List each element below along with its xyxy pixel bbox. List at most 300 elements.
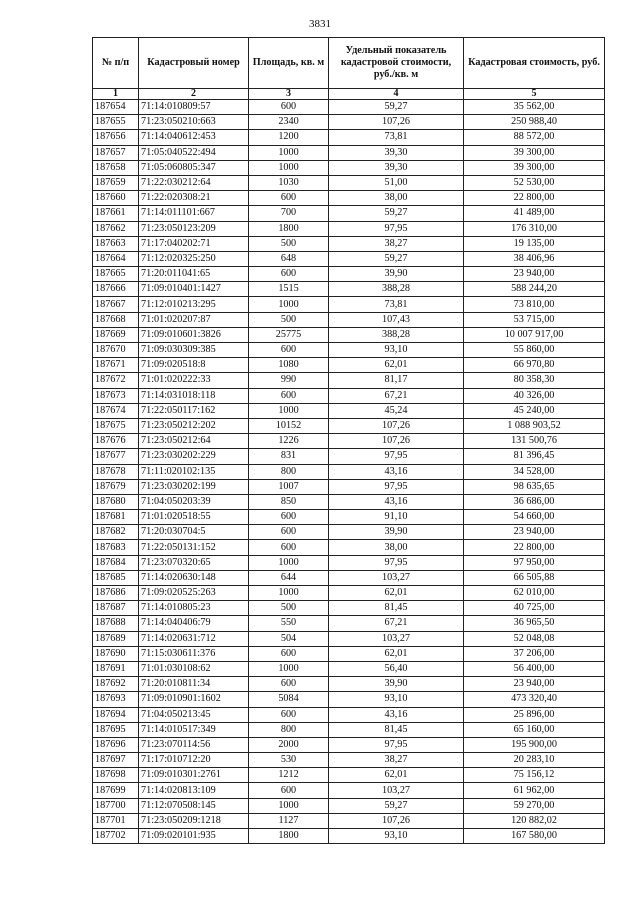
table-row	[93, 737, 605, 752]
area: 5084	[249, 692, 329, 707]
cadastral-number: 71:05:040522:494	[139, 145, 249, 160]
header-cadastral-number: Кадастровый номер	[139, 38, 249, 89]
unit-rate: 38,00	[329, 540, 464, 555]
unit-rate: 51,00	[329, 175, 464, 190]
unit-rate: 59,27	[329, 798, 464, 813]
row-number: 187666	[93, 282, 139, 297]
row-number: 187697	[93, 753, 139, 768]
table-row	[93, 783, 605, 798]
unit-rate: 91,10	[329, 510, 464, 525]
table-row	[93, 540, 605, 555]
unit-rate: 39,90	[329, 677, 464, 692]
cadastral-cost: 88 572,00	[464, 130, 605, 145]
cadastral-number: 71:20:010811:34	[139, 677, 249, 692]
table-row	[93, 403, 605, 418]
table-row	[93, 570, 605, 585]
cadastral-number: 71:01:020222:33	[139, 373, 249, 388]
cadastral-number: 71:17:010712:20	[139, 753, 249, 768]
row-number: 187658	[93, 160, 139, 175]
area: 530	[249, 753, 329, 768]
row-number: 187686	[93, 586, 139, 601]
cadastral-cost: 35 562,00	[464, 100, 605, 115]
row-number: 187661	[93, 206, 139, 221]
cadastral-cost: 56 400,00	[464, 661, 605, 676]
cadastral-number: 71:09:010901:1602	[139, 692, 249, 707]
row-number: 187695	[93, 722, 139, 737]
cadastral-number: 71:01:030108:62	[139, 661, 249, 676]
row-number: 187667	[93, 297, 139, 312]
unit-rate: 73,81	[329, 297, 464, 312]
table-row	[93, 282, 605, 297]
cadastral-cost: 75 156,12	[464, 768, 605, 783]
cadastral-number: 71:09:010401:1427	[139, 282, 249, 297]
row-number: 187692	[93, 677, 139, 692]
row-number: 187678	[93, 464, 139, 479]
cadastral-cost: 22 800,00	[464, 191, 605, 206]
table-row	[93, 768, 605, 783]
table-row	[93, 494, 605, 509]
unit-rate: 97,95	[329, 221, 464, 236]
cadastral-cost: 23 940,00	[464, 677, 605, 692]
cadastral-cost: 176 310,00	[464, 221, 605, 236]
cadastral-number: 71:14:040406:79	[139, 616, 249, 631]
cadastral-cost: 66 970,80	[464, 358, 605, 373]
unit-rate: 62,01	[329, 646, 464, 661]
cadastral-number: 71:22:050117:162	[139, 403, 249, 418]
cadastral-number: 71:23:070320:65	[139, 555, 249, 570]
cadastral-cost: 23 940,00	[464, 267, 605, 282]
table-row	[93, 251, 605, 266]
header-area: Площадь, кв. м	[249, 38, 329, 89]
cadastral-cost: 98 635,65	[464, 479, 605, 494]
area: 1000	[249, 798, 329, 813]
unit-rate: 107,26	[329, 813, 464, 828]
area: 700	[249, 206, 329, 221]
cadastral-number: 71:20:011041:65	[139, 267, 249, 282]
area: 1200	[249, 130, 329, 145]
cadastral-number: 71:05:060805:347	[139, 160, 249, 175]
unit-rate: 93,10	[329, 829, 464, 844]
cadastral-cost: 80 358,30	[464, 373, 605, 388]
cadastral-number: 71:14:031018:118	[139, 388, 249, 403]
cadastral-cost: 34 528,00	[464, 464, 605, 479]
cadastral-number: 71:14:020631:712	[139, 631, 249, 646]
cadastral-number: 71:17:040202:71	[139, 236, 249, 251]
cadastral-cost: 250 988,40	[464, 115, 605, 130]
cadastral-number: 71:23:030202:229	[139, 449, 249, 464]
area: 648	[249, 251, 329, 266]
table-row	[93, 479, 605, 494]
cadastral-cost: 36 965,50	[464, 616, 605, 631]
column-number: 2	[139, 89, 249, 100]
unit-rate: 59,27	[329, 206, 464, 221]
header-number: № п/п	[93, 38, 139, 89]
cadastral-number: 71:12:010213:295	[139, 297, 249, 312]
row-number: 187674	[93, 403, 139, 418]
table-row	[93, 312, 605, 327]
row-number: 187673	[93, 388, 139, 403]
cadastral-cost: 40 326,00	[464, 388, 605, 403]
unit-rate: 59,27	[329, 100, 464, 115]
row-number: 187701	[93, 813, 139, 828]
area: 504	[249, 631, 329, 646]
table-row	[93, 191, 605, 206]
unit-rate: 97,95	[329, 737, 464, 752]
column-number: 3	[249, 89, 329, 100]
cadastral-number: 71:14:020813:109	[139, 783, 249, 798]
area: 1127	[249, 813, 329, 828]
cadastral-cost: 10 007 917,00	[464, 327, 605, 342]
unit-rate: 107,26	[329, 418, 464, 433]
cadastral-cost: 167 580,00	[464, 829, 605, 844]
area: 2340	[249, 115, 329, 130]
area: 1000	[249, 145, 329, 160]
cadastral-number: 71:23:050212:202	[139, 418, 249, 433]
area: 1007	[249, 479, 329, 494]
table-row	[93, 586, 605, 601]
cadastral-number: 71:23:070114:56	[139, 737, 249, 752]
header-unit-rate: Удельный показатель кадастровой стоимости, руб./кв. м	[329, 38, 464, 89]
cadastral-cost: 61 962,00	[464, 783, 605, 798]
row-number: 187681	[93, 510, 139, 525]
unit-rate: 38,00	[329, 191, 464, 206]
cadastral-number: 71:14:010809:57	[139, 100, 249, 115]
area: 1000	[249, 160, 329, 175]
unit-rate: 56,40	[329, 661, 464, 676]
cadastral-cost: 62 010,00	[464, 586, 605, 601]
unit-rate: 39,90	[329, 525, 464, 540]
table-row	[93, 707, 605, 722]
unit-rate: 67,21	[329, 616, 464, 631]
area: 600	[249, 677, 329, 692]
area: 1212	[249, 768, 329, 783]
area: 644	[249, 570, 329, 585]
column-number: 5	[464, 89, 605, 100]
cadastral-number: 71:12:070508:145	[139, 798, 249, 813]
unit-rate: 103,27	[329, 783, 464, 798]
cadastral-number: 71:01:020207:87	[139, 312, 249, 327]
cadastral-cost: 59 270,00	[464, 798, 605, 813]
row-number: 187690	[93, 646, 139, 661]
table-row	[93, 145, 605, 160]
cadastral-cost: 25 896,00	[464, 707, 605, 722]
cadastral-cost: 39 300,00	[464, 160, 605, 175]
table-row	[93, 297, 605, 312]
cadastral-number: 71:23:050210:663	[139, 115, 249, 130]
area: 550	[249, 616, 329, 631]
row-number: 187668	[93, 312, 139, 327]
table-row	[93, 236, 605, 251]
cadastral-number: 71:23:050212:64	[139, 434, 249, 449]
unit-rate: 103,27	[329, 631, 464, 646]
row-number: 187700	[93, 798, 139, 813]
row-number: 187685	[93, 570, 139, 585]
cadastral-number: 71:14:020630:148	[139, 570, 249, 585]
table-row	[93, 601, 605, 616]
row-number: 187702	[93, 829, 139, 844]
cadastral-number: 71:22:020308:21	[139, 191, 249, 206]
area: 600	[249, 540, 329, 555]
cadastral-number: 71:04:050203:39	[139, 494, 249, 509]
unit-rate: 93,10	[329, 343, 464, 358]
table-body	[93, 100, 605, 844]
cadastral-cost: 39 300,00	[464, 145, 605, 160]
table-row	[93, 464, 605, 479]
area: 2000	[249, 737, 329, 752]
area: 1515	[249, 282, 329, 297]
area: 500	[249, 601, 329, 616]
row-number: 187654	[93, 100, 139, 115]
cadastral-number: 71:23:050209:1218	[139, 813, 249, 828]
row-number: 187662	[93, 221, 139, 236]
table-row	[93, 646, 605, 661]
column-number: 4	[329, 89, 464, 100]
cadastral-table	[92, 37, 605, 844]
row-number: 187664	[93, 251, 139, 266]
unit-rate: 97,95	[329, 555, 464, 570]
row-number: 187683	[93, 540, 139, 555]
cadastral-cost: 19 135,00	[464, 236, 605, 251]
cadastral-number: 71:11:020102:135	[139, 464, 249, 479]
cadastral-number: 71:09:030309:385	[139, 343, 249, 358]
cadastral-number: 71:09:010301:2761	[139, 768, 249, 783]
cadastral-cost: 23 940,00	[464, 525, 605, 540]
table-row	[93, 327, 605, 342]
table-row	[93, 677, 605, 692]
table-row	[93, 343, 605, 358]
cadastral-cost: 131 500,76	[464, 434, 605, 449]
table-row	[93, 661, 605, 676]
cadastral-cost: 55 860,00	[464, 343, 605, 358]
cadastral-cost: 1 088 903,52	[464, 418, 605, 433]
unit-rate: 39,30	[329, 160, 464, 175]
area: 1226	[249, 434, 329, 449]
table-row	[93, 829, 605, 844]
cadastral-number: 71:14:011101:667	[139, 206, 249, 221]
cadastral-cost: 52 530,00	[464, 175, 605, 190]
unit-rate: 45,24	[329, 403, 464, 418]
cadastral-cost: 53 715,00	[464, 312, 605, 327]
cadastral-cost: 66 505,88	[464, 570, 605, 585]
area: 1000	[249, 586, 329, 601]
row-number: 187665	[93, 267, 139, 282]
cadastral-number: 71:14:010805:23	[139, 601, 249, 616]
area: 1000	[249, 297, 329, 312]
row-number: 187687	[93, 601, 139, 616]
row-number: 187679	[93, 479, 139, 494]
row-number: 187680	[93, 494, 139, 509]
area: 10152	[249, 418, 329, 433]
row-number: 187682	[93, 525, 139, 540]
area: 1000	[249, 555, 329, 570]
area: 500	[249, 312, 329, 327]
unit-rate: 62,01	[329, 358, 464, 373]
row-number: 187660	[93, 191, 139, 206]
area: 800	[249, 722, 329, 737]
area: 800	[249, 464, 329, 479]
unit-rate: 39,90	[329, 267, 464, 282]
area: 1000	[249, 403, 329, 418]
area: 600	[249, 343, 329, 358]
cadastral-number: 71:22:030212:64	[139, 175, 249, 190]
cadastral-cost: 40 725,00	[464, 601, 605, 616]
area: 600	[249, 510, 329, 525]
table-row	[93, 388, 605, 403]
row-number: 187694	[93, 707, 139, 722]
table-row	[93, 221, 605, 236]
cadastral-number: 71:12:020325:250	[139, 251, 249, 266]
table-row	[93, 722, 605, 737]
cadastral-cost: 45 240,00	[464, 403, 605, 418]
cadastral-cost: 38 406,96	[464, 251, 605, 266]
unit-rate: 62,01	[329, 586, 464, 601]
unit-rate: 93,10	[329, 692, 464, 707]
area: 600	[249, 783, 329, 798]
unit-rate: 39,30	[329, 145, 464, 160]
header-cadastral-cost: Кадастровая стоимость, руб.	[464, 38, 605, 89]
area: 831	[249, 449, 329, 464]
row-number: 187659	[93, 175, 139, 190]
cadastral-cost: 81 396,45	[464, 449, 605, 464]
row-number: 187676	[93, 434, 139, 449]
table-row	[93, 358, 605, 373]
unit-rate: 59,27	[329, 251, 464, 266]
cadastral-cost: 20 283,10	[464, 753, 605, 768]
area: 1800	[249, 221, 329, 236]
table-row	[93, 631, 605, 646]
table-row	[93, 525, 605, 540]
area: 600	[249, 100, 329, 115]
cadastral-number: 71:09:020525:263	[139, 586, 249, 601]
unit-rate: 73,81	[329, 130, 464, 145]
row-number: 187675	[93, 418, 139, 433]
row-number: 187672	[93, 373, 139, 388]
cadastral-cost: 73 810,00	[464, 297, 605, 312]
page-number: 3831	[309, 18, 331, 30]
unit-rate: 388,28	[329, 282, 464, 297]
cadastral-number: 71:14:040612:453	[139, 130, 249, 145]
row-number: 187663	[93, 236, 139, 251]
unit-rate: 38,27	[329, 753, 464, 768]
area: 600	[249, 191, 329, 206]
table-row	[93, 753, 605, 768]
row-number: 187688	[93, 616, 139, 631]
cadastral-cost: 195 900,00	[464, 737, 605, 752]
table-row	[93, 115, 605, 130]
cadastral-cost: 41 489,00	[464, 206, 605, 221]
unit-rate: 97,95	[329, 479, 464, 494]
cadastral-cost: 97 950,00	[464, 555, 605, 570]
table-row	[93, 449, 605, 464]
cadastral-number: 71:15:030611:376	[139, 646, 249, 661]
row-number: 187689	[93, 631, 139, 646]
row-number: 187684	[93, 555, 139, 570]
cadastral-number: 71:23:030202:199	[139, 479, 249, 494]
row-number: 187696	[93, 737, 139, 752]
cadastral-cost: 54 660,00	[464, 510, 605, 525]
unit-rate: 107,43	[329, 312, 464, 327]
area: 600	[249, 267, 329, 282]
table-row	[93, 175, 605, 190]
area: 600	[249, 707, 329, 722]
unit-rate: 62,01	[329, 768, 464, 783]
table-row	[93, 813, 605, 828]
cadastral-cost: 588 244,20	[464, 282, 605, 297]
cadastral-cost: 52 048,08	[464, 631, 605, 646]
table-row	[93, 434, 605, 449]
area: 500	[249, 236, 329, 251]
row-number: 187693	[93, 692, 139, 707]
row-number: 187671	[93, 358, 139, 373]
row-number: 187670	[93, 343, 139, 358]
area: 1030	[249, 175, 329, 190]
unit-rate: 43,16	[329, 707, 464, 722]
cadastral-cost: 473 320,40	[464, 692, 605, 707]
cadastral-cost: 36 686,00	[464, 494, 605, 509]
area: 600	[249, 388, 329, 403]
table-row	[93, 206, 605, 221]
table-row	[93, 555, 605, 570]
area: 600	[249, 525, 329, 540]
cadastral-number: 71:23:050123:209	[139, 221, 249, 236]
table-row	[93, 100, 605, 115]
row-number: 187677	[93, 449, 139, 464]
unit-rate: 43,16	[329, 464, 464, 479]
column-number-row	[93, 89, 605, 100]
unit-rate: 103,27	[329, 570, 464, 585]
table-row	[93, 798, 605, 813]
unit-rate: 107,26	[329, 434, 464, 449]
column-number: 1	[93, 89, 139, 100]
cadastral-number: 71:09:020518:8	[139, 358, 249, 373]
area: 1080	[249, 358, 329, 373]
table-row	[93, 616, 605, 631]
cadastral-cost: 37 206,00	[464, 646, 605, 661]
row-number: 187657	[93, 145, 139, 160]
table-row	[93, 130, 605, 145]
area: 850	[249, 494, 329, 509]
table-row	[93, 510, 605, 525]
unit-rate: 81,45	[329, 722, 464, 737]
cadastral-number: 71:22:050131:152	[139, 540, 249, 555]
cadastral-number: 71:01:020518:55	[139, 510, 249, 525]
row-number: 187669	[93, 327, 139, 342]
cadastral-number: 71:04:050213:45	[139, 707, 249, 722]
unit-rate: 107,26	[329, 115, 464, 130]
unit-rate: 67,21	[329, 388, 464, 403]
cadastral-number: 71:09:020101:935	[139, 829, 249, 844]
area: 1000	[249, 661, 329, 676]
cadastral-number: 71:09:010601:3826	[139, 327, 249, 342]
area: 600	[249, 646, 329, 661]
cadastral-cost: 22 800,00	[464, 540, 605, 555]
area: 1800	[249, 829, 329, 844]
unit-rate: 43,16	[329, 494, 464, 509]
unit-rate: 81,17	[329, 373, 464, 388]
table-row	[93, 160, 605, 175]
area: 25775	[249, 327, 329, 342]
cadastral-cost: 120 882,02	[464, 813, 605, 828]
table-row	[93, 373, 605, 388]
area: 990	[249, 373, 329, 388]
header-row	[93, 38, 605, 89]
cadastral-number: 71:20:030704:5	[139, 525, 249, 540]
unit-rate: 81,45	[329, 601, 464, 616]
table-row	[93, 692, 605, 707]
row-number: 187691	[93, 661, 139, 676]
unit-rate: 38,27	[329, 236, 464, 251]
row-number: 187699	[93, 783, 139, 798]
